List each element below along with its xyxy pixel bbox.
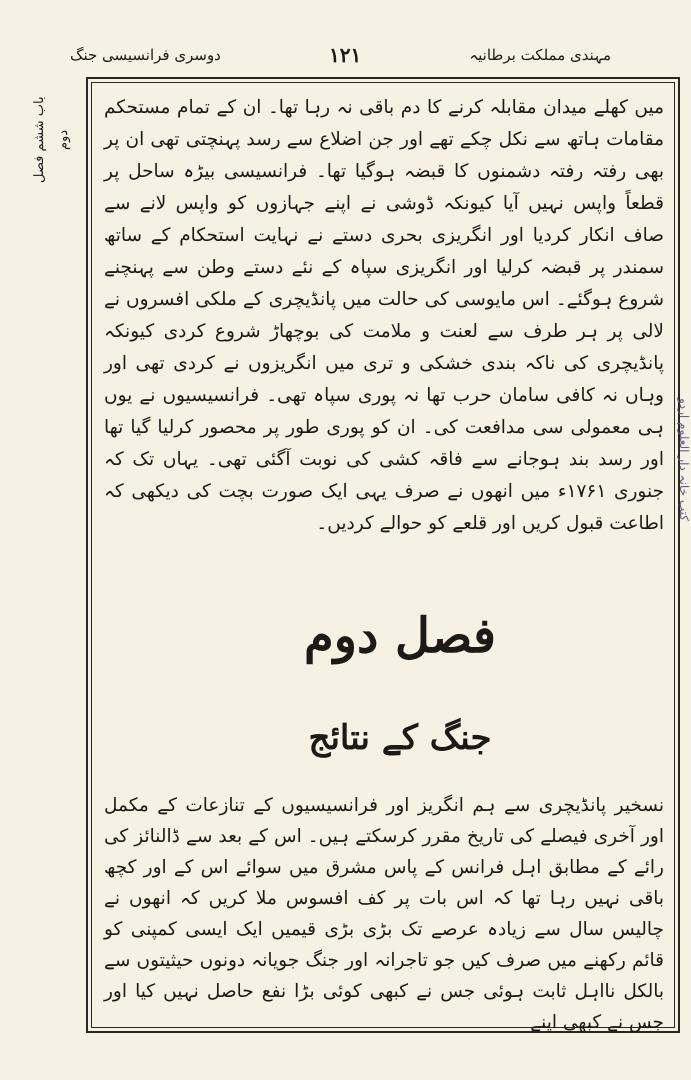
chapter-title: فصل دوم — [304, 608, 496, 664]
text-block-bottom — [104, 790, 664, 1038]
paragraph-2: نسخیر پانڈیچری سے ہم انگریز اور فرانسیسیوں کے تنازعات کے مکمل اور آخری فیصلے کی تاریخ مقرر کرسکتے ہیں۔ اس کے بعد سے ڈالنائز کی رائے کے مطابق اہل فرانس کے پاس مشرق میں سوائے اس کے اور کچھ باقی نہیں رہا تھا کہ اس بات پر کف افسوس ملا کریں کہ انھوں نے چالیس سال سے زیادہ عرصے تک بڑی بڑی قیمیں ایک ایسی کمپنی کو قائم رکھنے میں صرف کیں جو تاجرانہ اور جنگ جویانہ دونوں حیثیتوں سے بالکل نااہل ثابت ہوئی جس نے کبھی کوئی بڑا نفع حاصل نہیں کیا اور جس نے کبھی اپنے — [104, 795, 664, 1033]
text-block-top — [104, 92, 664, 540]
chapter-subtitle: جنگ کے نتائج — [308, 718, 492, 758]
running-header — [70, 38, 611, 72]
margin-note: باب ششم فصل دوم — [32, 96, 71, 184]
page-number: ۱۲۱ — [329, 43, 362, 67]
header-left-title: دوسری فرانسیسی جنگ — [70, 46, 221, 64]
paragraph-1: میں کھلے میدان مقابلہ کرنے کا دم باقی نہ رہا تھا۔ ان کے تمام مستحکم مقامات ہاتھ سے نکل چکے تھے اور جن اضلاع سے رسد پہنچتی تھی ان پر بھی رفتہ رفتہ دشمنوں کا قبضہ ہوگیا تھا۔ فرانسیسی بیڑہ ساحل پر قطعاً واپس نہیں آیا کیونکہ ڈوشی نے اپنے جہازوں کو واپس لانے سے صاف انکار کردیا اور انگریزی بحری دستے نے نہایت استحکام کے ساتھ سمندر پر قبضہ کرلیا اور انگریزی سپاہ کے نئے دستے وطن سے پہنچنے شروع ہوگئے۔ اس مایوسی کی حالت میں پانڈیچری کے ملکی افسروں نے لالی پر ہر طرف سے لعنت و ملامت کی بوچھاڑ شروع کردی کیونکہ پانڈیچری کی ناکہ بندی خشکی و تری میں انگریزوں نے کردی تھی اور وہاں نہ کافی سامان حرب تھا نہ پوری سپاہ تھی۔ فرانسیسیوں نے یوں ہی معمولی سی مدافعت کی۔ ان کو پوری طور پر محصور کرلیا گیا تھا اور رسد بند ہوجانے سے فاقہ کشی کی نوبت آگئی تھی۔ یہاں تک کہ جنوری ۱۷۶۱ء میں انھوں نے صرف یہی ایک صورت بچت کی دیکھی کہ اطاعت قبول کریں اور قلعے کو حوالے کردیں۔ — [104, 97, 665, 534]
library-stamp: کتب خانہ دار العلوم اردو — [677, 398, 691, 521]
header-right-title: مہندی مملکت برطانیہ — [469, 46, 611, 64]
